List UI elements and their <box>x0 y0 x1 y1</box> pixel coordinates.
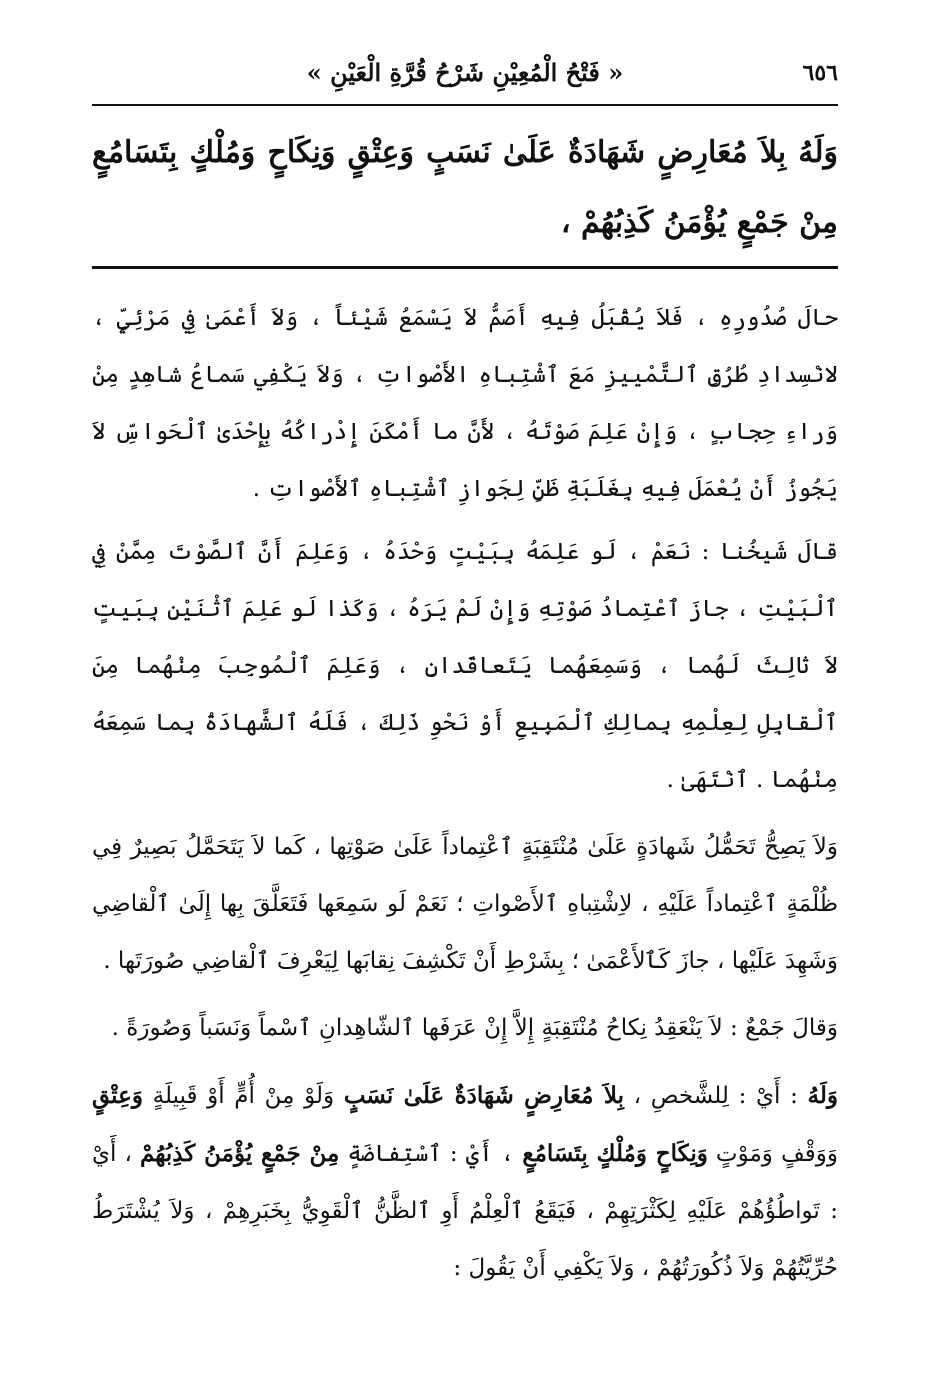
commentary-text: : أَيْ : لِلشَّخصِ ، <box>623 1083 808 1109</box>
commentary-paragraph: وَلاَ يَصِحُّ تَحَمُّلُ شَهادَةٍ عَلَىٰ مُنْتَقِبَةٍ ٱعْتِماداً عَلَىٰ صَوْتِها ، كَما لاَ يَتَحَمَّلُ بَصِيرٌ فِي ظُلْمَةٍ ٱعْتِماداً عَلَيْهِ ، لاِشْتِباهِ ٱلأَصْواتِ ؛ نَعَمْ لَو سَمِعَها فَتَعَلَّقَ بِها إِلَىٰ ٱلْقاضِي وَشَهِدَ عَلَيْها ، جازَ كَٱلأَعْمَىٰ ؛ بِشَرْطِ أَنْ تَكْشِفَ نِقابَها لِيَعْرِفَ ٱلْقاضِي صُورَتَها . <box>92 834 838 974</box>
quoted-matn: مِنْ جَمْعٍ يُؤْمَنُ كَذِبُهُمْ <box>140 1140 340 1167</box>
page-number: ٦٥٦ <box>802 60 838 86</box>
quoted-matn: وَعِتْقٍ <box>92 1082 143 1109</box>
matn-text: وَلَهُ بِلاَ مُعَارِضٍ شَهَادَةٌ عَلَىٰ نَسَبٍ وَعِتْقٍ وَنِكَاحٍ وَمُلْكٍ بِتَسَامُعٍ مِنْ جَمْعٍ يُؤْمَنُ كَذِبُهُمْ ، <box>92 135 838 240</box>
commentary <box>92 290 838 1303</box>
quoted-matn: وَلَهُ <box>807 1082 838 1109</box>
commentary-paragraph: وَقالَ جَمْعٌ : لاَ يَنْعَقِدُ نِكاحُ مُنْتَقِبَةٍ إِلاَّ إِنْ عَرَفَها ٱلشّاهِدانِ ٱسْماً وَنَسَباً وَصُورَةً . <box>111 1015 838 1041</box>
running-header <box>92 58 838 98</box>
quoted-matn: بِلاَ مُعَارِضٍ شَهَادَةٌ عَلَىٰ نَسَبٍ <box>343 1082 624 1109</box>
commentary-paragraph: حالَ صُدُورِهِ ، فَلاَ يُقْبَلُ فِيهِ أَصَمُّ لاَ يَسْمَعُ شَيْئاً ، وَلاَ أَعْمَىٰ فِي مَرْئِيٍّ ، لانْسِدادِ طُرُقِ ٱلتَّمْييزِ مَعَ ٱشْتِباهِ الأَصْواتِ ، وَلاَ يَكْفِي سَماعُ شاهِدٍ مِنْ وَراءِ حِجابٍ ، وَإِنْ عَلِمَ صَوْتَهُ ، لأَنَّ ما أَمْكَنَ إِدْراكُهُ بِإِحْدَىٰ ٱلْحَواسِّ لاَ يَجُوزُ أَنْ يُعْمَلَ فِيهِ بِغَلَبَةِ ظَنٍّ لِجَوازِ ٱشْتِباهِ ٱلأَصْواتِ . <box>92 305 838 502</box>
commentary-text: ، أَيْ : تَواطُؤُهُمْ عَلَيْهِ لِكَثْرَتِهِمْ ، فَيَقَعُ ٱلْعِلْمُ أَوِ ٱلظَّنُّ ٱلْقَوِيُّ بِخَبَرِهِمْ ، وَلاَ يُشْتَرَطُ حُرِّيَّتُهُمْ وَلاَ ذُكُورَتُهُمْ ، وَلاَ يَكْفِي أَنْ يَقُولَ : <box>92 1141 838 1281</box>
commentary-text: ، أَيْ : ٱسْتِفاضَةٍ <box>339 1141 523 1167</box>
matn-separator <box>92 266 838 269</box>
commentary-text: وَوَقْفٍ وَمَوْتٍ <box>707 1141 838 1167</box>
commentary-paragraph: قالَ شَيخُنا : نَعَمْ ، لَو عَلِمَهُ بِبَيْتٍ وَحْدَهُ ، وَعَلِمَ أَنَّ ٱلصَّوْتَ مِمَّنْ فِي ٱلْبَيْتِ ، جازَ ٱعْتِمادُ صَوْتِهِ وَإِنْ لَمْ يَرَهُ ، وَكَذا لَو عَلِمَ ٱثْنَيْنِ بِبَيتٍ لاَ ثالِثَ لَهُما ، وَسَمِعَهُما يَتَعاقَدانِ ، وَعَلِمَ ٱلْمُوجِبَ مِنْهُما مِنَ ٱلْقابِلِ لِعِلْمِهِ بِمالِكِ ٱلْمَبِيعِ أَوْ نَحْوِ ذَلِكَ ، فَلَهُ ٱلشَّهادَةُ بِما سَمِعَهُ مِنْهُما . ٱنْتَهَىٰ . <box>92 539 838 793</box>
book-title: « فَتْحُ الْمُعِيْنِ شَرْحُ قُرَّةِ الْعَيْنِ » <box>306 58 624 87</box>
commentary-paragraph-explaining-matn <box>92 1067 838 1297</box>
commentary-text: وَلَوْ مِنْ أُمٍّ أَوْ قَبِيلَةٍ <box>142 1083 344 1109</box>
header-rule <box>92 104 838 106</box>
quoted-matn: وَنِكَاحٍ وَمُلْكٍ بِتَسَامُعٍ <box>522 1140 708 1167</box>
